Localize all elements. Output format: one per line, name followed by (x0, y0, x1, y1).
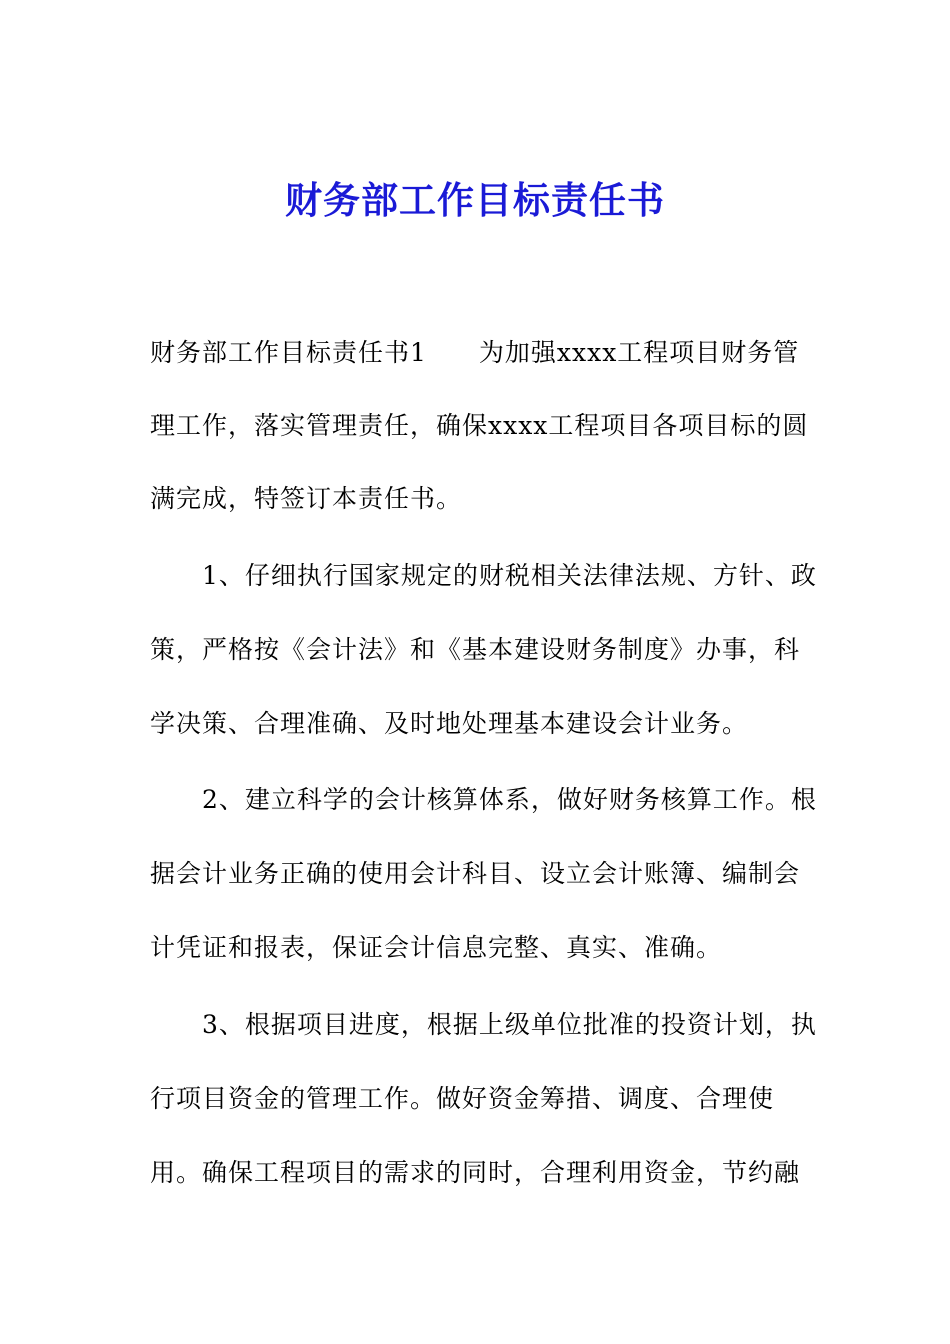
paragraph-line: 行项目资金的管理工作。做好资金筹措、调度、合理使 (150, 1084, 775, 1113)
paragraph-line: 3、根据项目进度，根据上级单位批准的投资计划，执 (202, 1010, 817, 1039)
paragraph-line: 用。确保工程项目的需求的同时，合理利用资金，节约融 (150, 1158, 801, 1187)
paragraph-line: 2、建立科学的会计核算体系，做好财务核算工作。根 (202, 785, 817, 814)
paragraph-line: 计凭证和报表，保证会计信息完整、真实、准确。 (150, 933, 723, 962)
paragraph-line: 学决策、合理准确、及时地处理基本建设会计业务。 (150, 709, 749, 738)
paragraph-line: 满完成，特签订本责任书。 (150, 484, 463, 513)
paragraph-line: 策，严格按《会计法》和《基本建设财务制度》办事，科 (150, 635, 801, 664)
document-title: 财务部工作目标责任书 (285, 179, 665, 222)
paragraph-line: 财务部工作目标责任书1 为加强xxxx工程项目财务管 (150, 338, 800, 367)
paragraph-line: 1、仔细执行国家规定的财税相关法律法规、方针、政 (202, 561, 817, 590)
paragraph-line: 据会计业务正确的使用会计科目、设立会计账簿、编制会 (150, 859, 801, 888)
paragraph-line: 理工作，落实管理责任，确保xxxx工程项目各项目标的圆 (150, 411, 809, 440)
